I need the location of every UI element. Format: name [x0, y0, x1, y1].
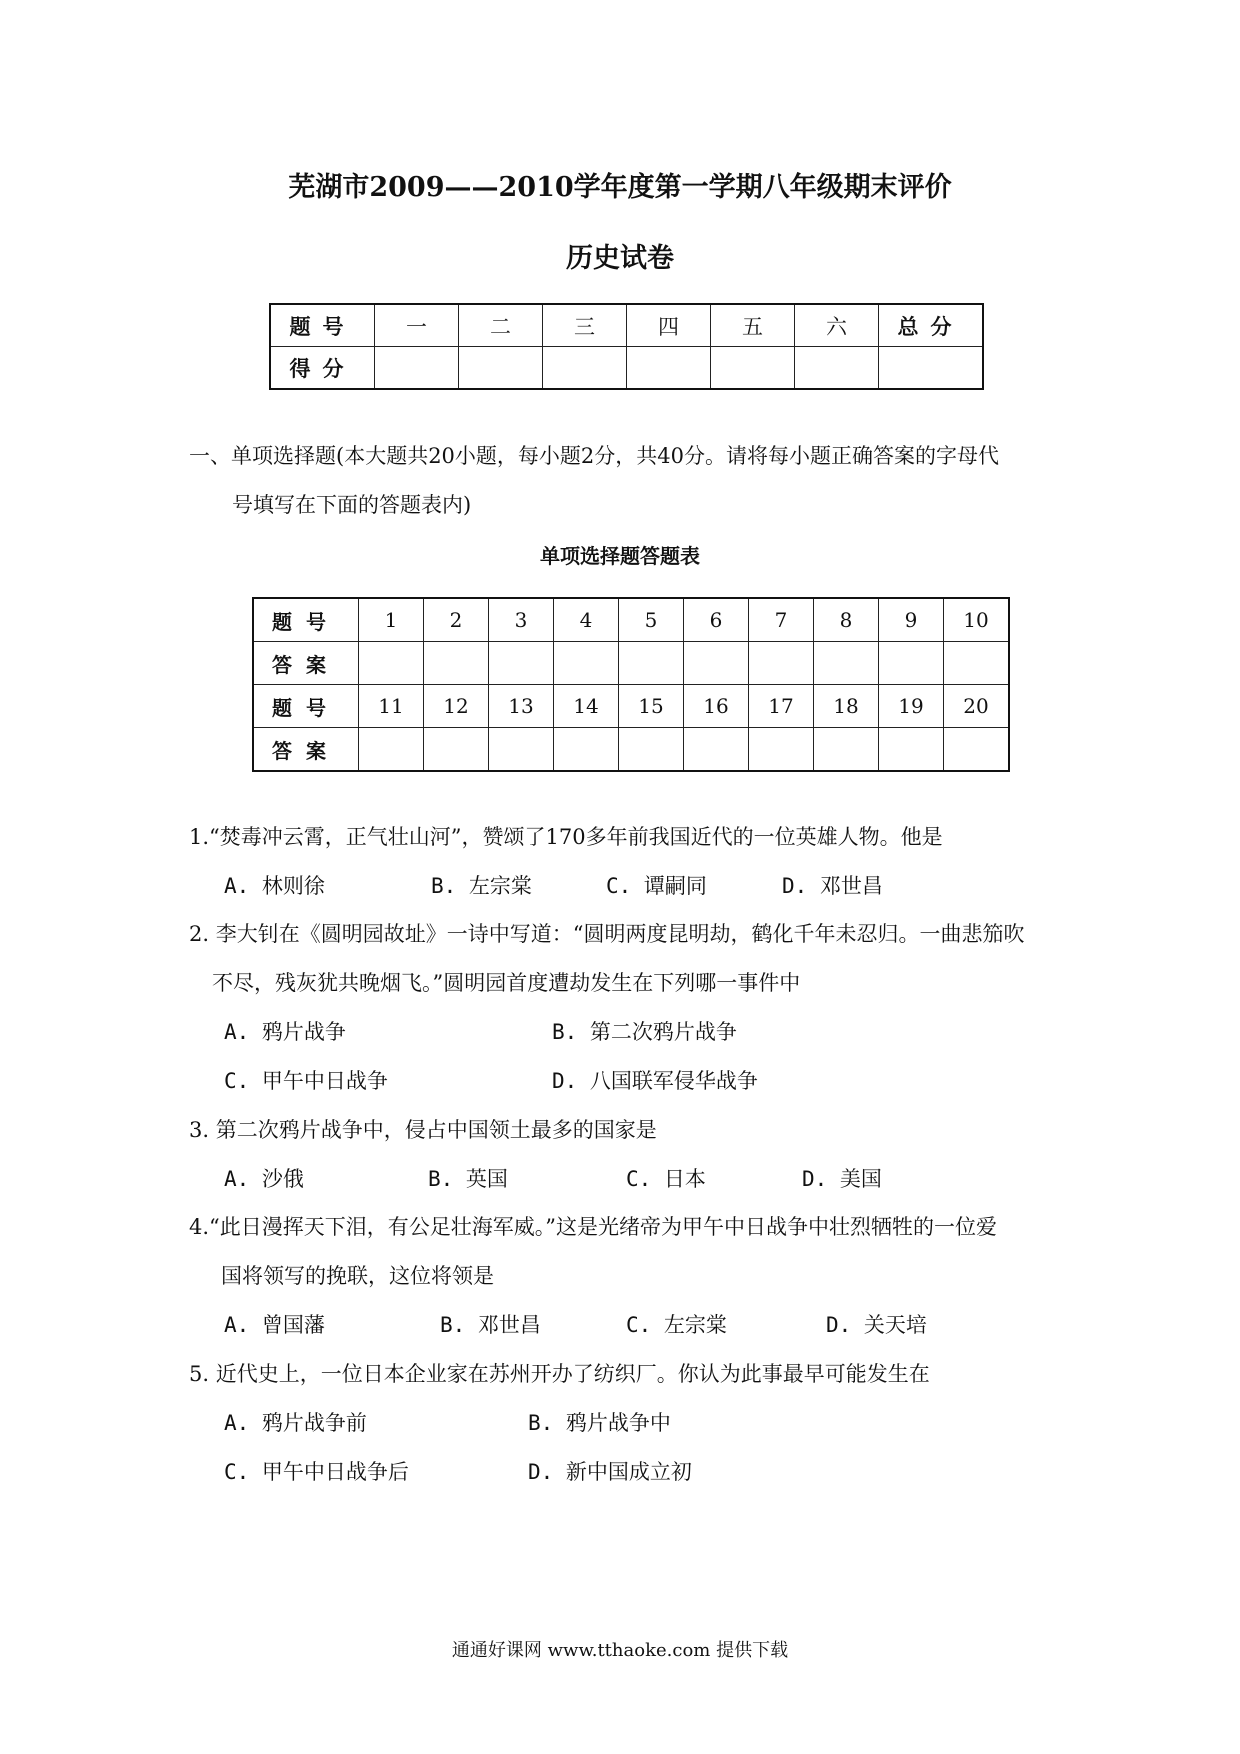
answer-table-title: 单项选择题答题表	[540, 544, 700, 568]
score-cell[interactable]	[627, 347, 711, 390]
question-number: 7	[749, 598, 814, 642]
score-cell[interactable]	[375, 347, 459, 390]
question-number: 10	[944, 598, 1010, 642]
question-number: 6	[684, 598, 749, 642]
question-3-option-b[interactable]: B. 英国	[428, 1167, 508, 1191]
section1-heading-line2: 号填写在下面的答题表内)	[232, 493, 472, 517]
question-4-option-b[interactable]: B. 邓世昌	[440, 1313, 541, 1337]
question-3-option-a[interactable]: A. 沙俄	[224, 1167, 304, 1191]
question-5-option-c[interactable]: C. 甲午中日战争后	[224, 1460, 409, 1484]
answer-label: 答案	[253, 642, 359, 685]
answer-cell[interactable]	[619, 642, 684, 685]
question-4-option-c[interactable]: C. 左宗棠	[626, 1313, 727, 1337]
answer-cell[interactable]	[619, 728, 684, 772]
question-4-option-a[interactable]: A. 曾国藩	[224, 1313, 325, 1337]
question-2-option-b[interactable]: B. 第二次鸦片战争	[552, 1020, 737, 1044]
question-number: 9	[879, 598, 944, 642]
question-number: 17	[749, 685, 814, 728]
answer-table	[252, 597, 1010, 772]
score-col-header: 五	[711, 304, 795, 347]
question-2-option-d[interactable]: D. 八国联军侵华战争	[552, 1069, 758, 1093]
exam-subtitle: 历史试卷	[566, 243, 674, 274]
question-number: 4	[554, 598, 619, 642]
question-number: 1	[359, 598, 424, 642]
score-row2-label: 得分	[270, 347, 375, 390]
question-4-stem-continued: 国将领写的挽联，这位将领是	[221, 1264, 494, 1288]
answer-table-number-row	[253, 685, 1009, 728]
score-table	[269, 303, 984, 390]
question-number: 11	[359, 685, 424, 728]
question-3-stem: 3. 第二次鸦片战争中，侵占中国领土最多的国家是	[189, 1118, 657, 1142]
answer-cell[interactable]	[424, 642, 489, 685]
answer-label: 答案	[253, 728, 359, 772]
question-number: 19	[879, 685, 944, 728]
question-number: 3	[489, 598, 554, 642]
score-col-header: 六	[795, 304, 879, 347]
score-cell[interactable]	[543, 347, 627, 390]
question-number: 14	[554, 685, 619, 728]
question-number: 5	[619, 598, 684, 642]
question-1-option-c[interactable]: C. 谭嗣同	[606, 874, 707, 898]
score-cell[interactable]	[459, 347, 543, 390]
answer-cell[interactable]	[749, 728, 814, 772]
question-number: 20	[944, 685, 1010, 728]
question-1-option-d[interactable]: D. 邓世昌	[782, 874, 883, 898]
question-3-option-c[interactable]: C. 日本	[626, 1167, 706, 1191]
question-number: 13	[489, 685, 554, 728]
score-table-header-row	[270, 304, 983, 347]
answer-cell[interactable]	[684, 642, 749, 685]
question-number: 15	[619, 685, 684, 728]
section1-heading-line1: 一、单项选择题(本大题共20小题，每小题2分，共40分。请将每小题正确答案的字母代	[189, 444, 999, 468]
question-number: 18	[814, 685, 879, 728]
question-number-label: 题号	[253, 685, 359, 728]
answer-cell[interactable]	[359, 642, 424, 685]
question-number: 16	[684, 685, 749, 728]
answer-cell[interactable]	[554, 642, 619, 685]
question-number: 8	[814, 598, 879, 642]
answer-cell[interactable]	[879, 642, 944, 685]
answer-cell[interactable]	[489, 642, 554, 685]
answer-cell[interactable]	[814, 728, 879, 772]
answer-cell[interactable]	[554, 728, 619, 772]
score-row1-label: 题号	[270, 304, 375, 347]
question-2-option-c[interactable]: C. 甲午中日战争	[224, 1069, 388, 1093]
score-col-header: 三	[543, 304, 627, 347]
question-5-option-d[interactable]: D. 新中国成立初	[528, 1460, 692, 1484]
question-number: 2	[424, 598, 489, 642]
answer-cell[interactable]	[944, 642, 1010, 685]
question-4-option-d[interactable]: D. 关天培	[826, 1313, 927, 1337]
exam-title: 芜湖市2009——2010学年度第一学期八年级期末评价	[288, 172, 952, 203]
question-1-option-b[interactable]: B. 左宗棠	[431, 874, 532, 898]
answer-cell[interactable]	[424, 728, 489, 772]
score-col-header-total: 总分	[879, 304, 984, 347]
page-footer: 通通好课网 www.tthaoke.com 提供下载	[451, 1640, 789, 1661]
score-col-header: 二	[459, 304, 543, 347]
question-number-label: 题号	[253, 598, 359, 642]
answer-cell[interactable]	[944, 728, 1010, 772]
score-col-header: 四	[627, 304, 711, 347]
score-cell[interactable]	[711, 347, 795, 390]
answer-cell[interactable]	[359, 728, 424, 772]
question-2-option-a[interactable]: A. 鸦片战争	[224, 1020, 346, 1044]
question-1-stem: 1.“焚毒冲云霄，正气壮山河”，赞颂了170多年前我国近代的一位英雄人物。他是	[189, 825, 943, 849]
answer-table-answer-row	[253, 642, 1009, 685]
answer-cell[interactable]	[749, 642, 814, 685]
question-5-option-a[interactable]: A. 鸦片战争前	[224, 1411, 367, 1435]
score-col-header: 一	[375, 304, 459, 347]
answer-cell[interactable]	[879, 728, 944, 772]
score-cell[interactable]	[795, 347, 879, 390]
question-2-stem: 2. 李大钊在《圆明园故址》一诗中写道：“圆明两度昆明劫，鹤化千年未忍归。一曲悲笳吹	[189, 922, 1025, 946]
score-table-value-row	[270, 347, 983, 390]
question-3-option-d[interactable]: D. 美国	[802, 1167, 882, 1191]
answer-cell[interactable]	[684, 728, 749, 772]
score-cell-total[interactable]	[879, 347, 984, 390]
question-1-option-a[interactable]: A. 林则徐	[224, 874, 325, 898]
question-number: 12	[424, 685, 489, 728]
answer-table-answer-row	[253, 728, 1009, 772]
answer-cell[interactable]	[489, 728, 554, 772]
answer-table-number-row	[253, 598, 1009, 642]
question-2-stem-continued: 不尽，残灰犹共晚烟飞。”圆明园首度遭劫发生在下列哪一事件中	[212, 971, 801, 995]
question-5-option-b[interactable]: B. 鸦片战争中	[528, 1411, 671, 1435]
question-5-stem: 5. 近代史上，一位日本企业家在苏州开办了纺织厂。你认为此事最早可能发生在	[189, 1362, 930, 1386]
answer-cell[interactable]	[814, 642, 879, 685]
question-4-stem: 4.“此日漫挥天下泪，有公足壮海军威。”这是光绪帝为甲午中日战争中壮烈牺牲的一位爱	[189, 1215, 998, 1239]
